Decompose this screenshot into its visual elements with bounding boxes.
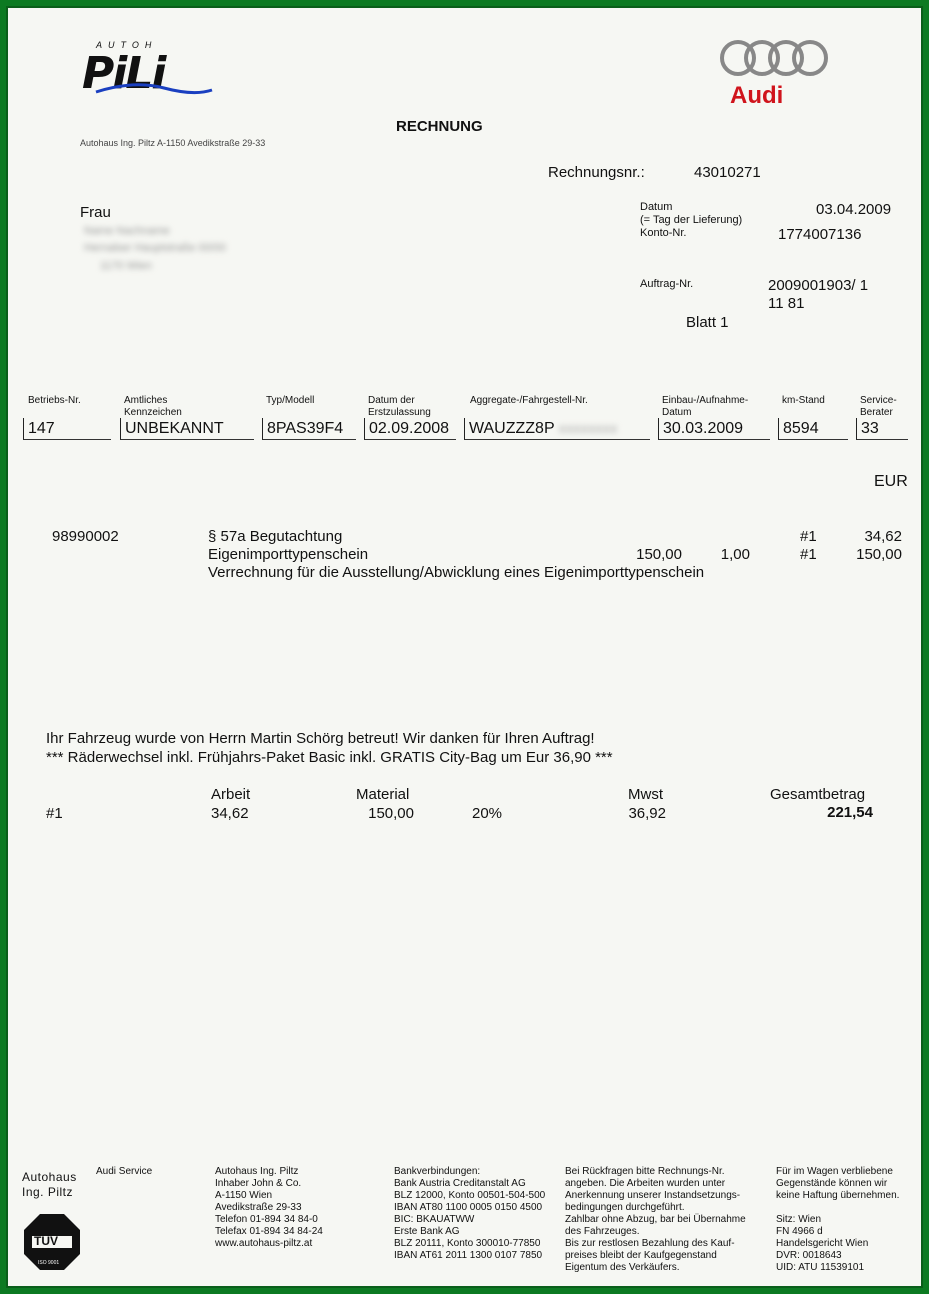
tax-rate: 20% — [472, 805, 503, 822]
fahrgestell-value: WAUZZZ8P — [469, 420, 555, 437]
iso-text: ISO 9001 — [38, 1260, 60, 1266]
arbeit-label: Arbeit — [211, 786, 251, 803]
konto-label: Konto-Nr. — [640, 227, 687, 239]
header-berater-a: Service- — [860, 395, 897, 406]
footer-company-2: Ing. Piltz — [22, 1185, 74, 1199]
auftrag-suffix: 11 81 — [768, 295, 805, 312]
betrieb-value: 147 — [23, 418, 111, 440]
item-amount-2: 150,00 — [856, 546, 902, 563]
logo-swoosh-icon — [94, 78, 214, 100]
item-tax-code-2: #1 — [800, 546, 817, 563]
header-typ: Typ/Modell — [266, 395, 315, 406]
invoice-date: 03.04.2009 — [816, 201, 892, 218]
header-km: km-Stand — [782, 395, 825, 406]
audi-label: Audi — [730, 82, 784, 109]
sender-line: Autohaus Ing. Piltz A-1150 Avedikstraße 29-33 — [80, 138, 266, 148]
item-price: 150,00 — [636, 546, 682, 563]
recipient-name: Name Nachname — [84, 225, 170, 237]
document-title: RECHNUNG — [396, 118, 483, 135]
fahrgestell-redacted: XXXXXXXX — [558, 424, 618, 436]
footer-terms: Bei Rückfragen bitte Rechnungs-Nr. angeben. Die Arbeiten wurden unter Anerkennung unserer Instandsetzungs- bedingungen durchgeführt. Zahlbar ohne Abzug, bar bei Übernahme des Fahrzeuges. Bis zur restlosen Bezahlung des Kauf- preises bleibt der Kaufgegenstand Eigentum des Verkäufers. — [565, 1166, 746, 1273]
tuv-badge-icon — [22, 1212, 82, 1272]
recipient-salutation: Frau — [80, 204, 111, 221]
berater-value: 33 — [856, 418, 908, 440]
currency-label: EUR — [874, 473, 908, 490]
footer-bank: Bankverbindungen: Bank Austria Creditanstalt AG BLZ 12000, Konto 00501-504-500 IBAN AT80 1100 0005 0150 4500 BIC: BKAUATWW Erste Bank AG BLZ 20111, Konto 300010-77850 IBAN AT61 2011 1300 0107 7850 — [394, 1166, 546, 1261]
header-betrieb: Betriebs-Nr. — [28, 395, 81, 406]
einbau-value: 30.03.2009 — [658, 418, 770, 440]
material-label: Material — [356, 786, 410, 803]
item-desc-2: Eigenimporttypenschein — [208, 546, 369, 563]
header-erstzulassung-a: Datum der — [368, 395, 415, 406]
gesamt-value: 221,54 — [827, 804, 873, 821]
item-qty: 1,00 — [720, 546, 750, 563]
item-desc-3: Verrechnung für die Ausstellung/Abwicklung eines Eigenimporttypenschein — [208, 564, 705, 581]
page-indicator: Blatt 1 — [686, 314, 729, 331]
invoice-no: 43010271 — [694, 164, 761, 181]
header-fahrgestell: Aggregate-/Fahrgestell-Nr. — [470, 395, 588, 406]
fahrgestell-field — [464, 418, 650, 440]
date-label: Datum — [640, 201, 673, 213]
item-desc-1: § 57a Begutachtung — [208, 528, 343, 545]
footer-service: Audi Service — [96, 1166, 153, 1177]
arbeit-value: 34,62 — [211, 805, 249, 822]
konto-number: 1774007136 — [778, 226, 862, 243]
mwst-value: 36,92 — [628, 805, 666, 822]
promo-note: *** Räderwechsel inkl. Frühjahrs-Paket Basic inkl. GRATIS City-Bag um Eur 36,90 *** — [46, 749, 613, 766]
auftrag-label: Auftrag-Nr. — [640, 278, 694, 290]
audi-rings-icon — [716, 38, 830, 78]
header-einbau-b: Datum — [662, 407, 692, 418]
totals-tax-code: #1 — [46, 805, 63, 822]
item-code: 98990002 — [52, 528, 119, 545]
header-einbau-a: Einbau-/Aufnahme- — [662, 395, 749, 406]
footer-address: Autohaus Ing. Piltz Inhaber John & Co. A-1150 Wien Avedikstraße 29-33 Telefon 01-894 34 84-0 Telefax 01-894 34 84-24 www.autohaus-piltz.at — [215, 1166, 323, 1249]
logo-small-text: AUTOH — [96, 40, 158, 50]
logo-brand-text: PiLi — [82, 48, 165, 99]
footer-company-1: Autohaus — [22, 1170, 77, 1184]
typ-value: 8PAS39F4 — [262, 418, 356, 440]
item-tax-code-1: #1 — [800, 528, 817, 545]
header-kennzeichen-b: Kennzeichen — [124, 407, 182, 418]
auftrag-number: 2009001903/ 1 — [768, 277, 869, 294]
erstzulassung-value: 02.09.2008 — [364, 418, 456, 440]
kennzeichen-value: UNBEKANNT — [120, 418, 254, 440]
header-berater-b: Berater — [860, 407, 893, 418]
material-value: 150,00 — [368, 805, 414, 822]
item-amount-1: 34,62 — [864, 528, 902, 545]
recipient-city: 1170 Wien — [100, 260, 152, 272]
km-value: 8594 — [778, 418, 848, 440]
date-sub-label: (= Tag der Lieferung) — [640, 214, 743, 226]
thanks-note: Ihr Fahrzeug wurde von Herrn Martin Schörg betreut! Wir danken für Ihren Auftrag! — [46, 730, 595, 747]
header-erstzulassung-b: Erstzulassung — [368, 407, 431, 418]
invoice-sheet — [6, 6, 923, 1288]
recipient-street: Hernalser Hauptstraße 00/00 — [84, 242, 226, 254]
gesamt-label: Gesamtbetrag — [770, 786, 866, 803]
mwst-label: Mwst — [628, 786, 663, 803]
header-kennzeichen-a: Amtliches — [124, 395, 168, 406]
invoice-no-label: Rechnungsnr.: — [548, 164, 645, 181]
footer-legal: Für im Wagen verbliebene Gegenstände können wir keine Haftung übernehmen. Sitz: Wien FN 4966 d Handelsgericht Wien DVR: 0018643 UID: ATU 11539101 — [776, 1166, 900, 1273]
tuv-text: TÜV — [34, 1234, 58, 1248]
